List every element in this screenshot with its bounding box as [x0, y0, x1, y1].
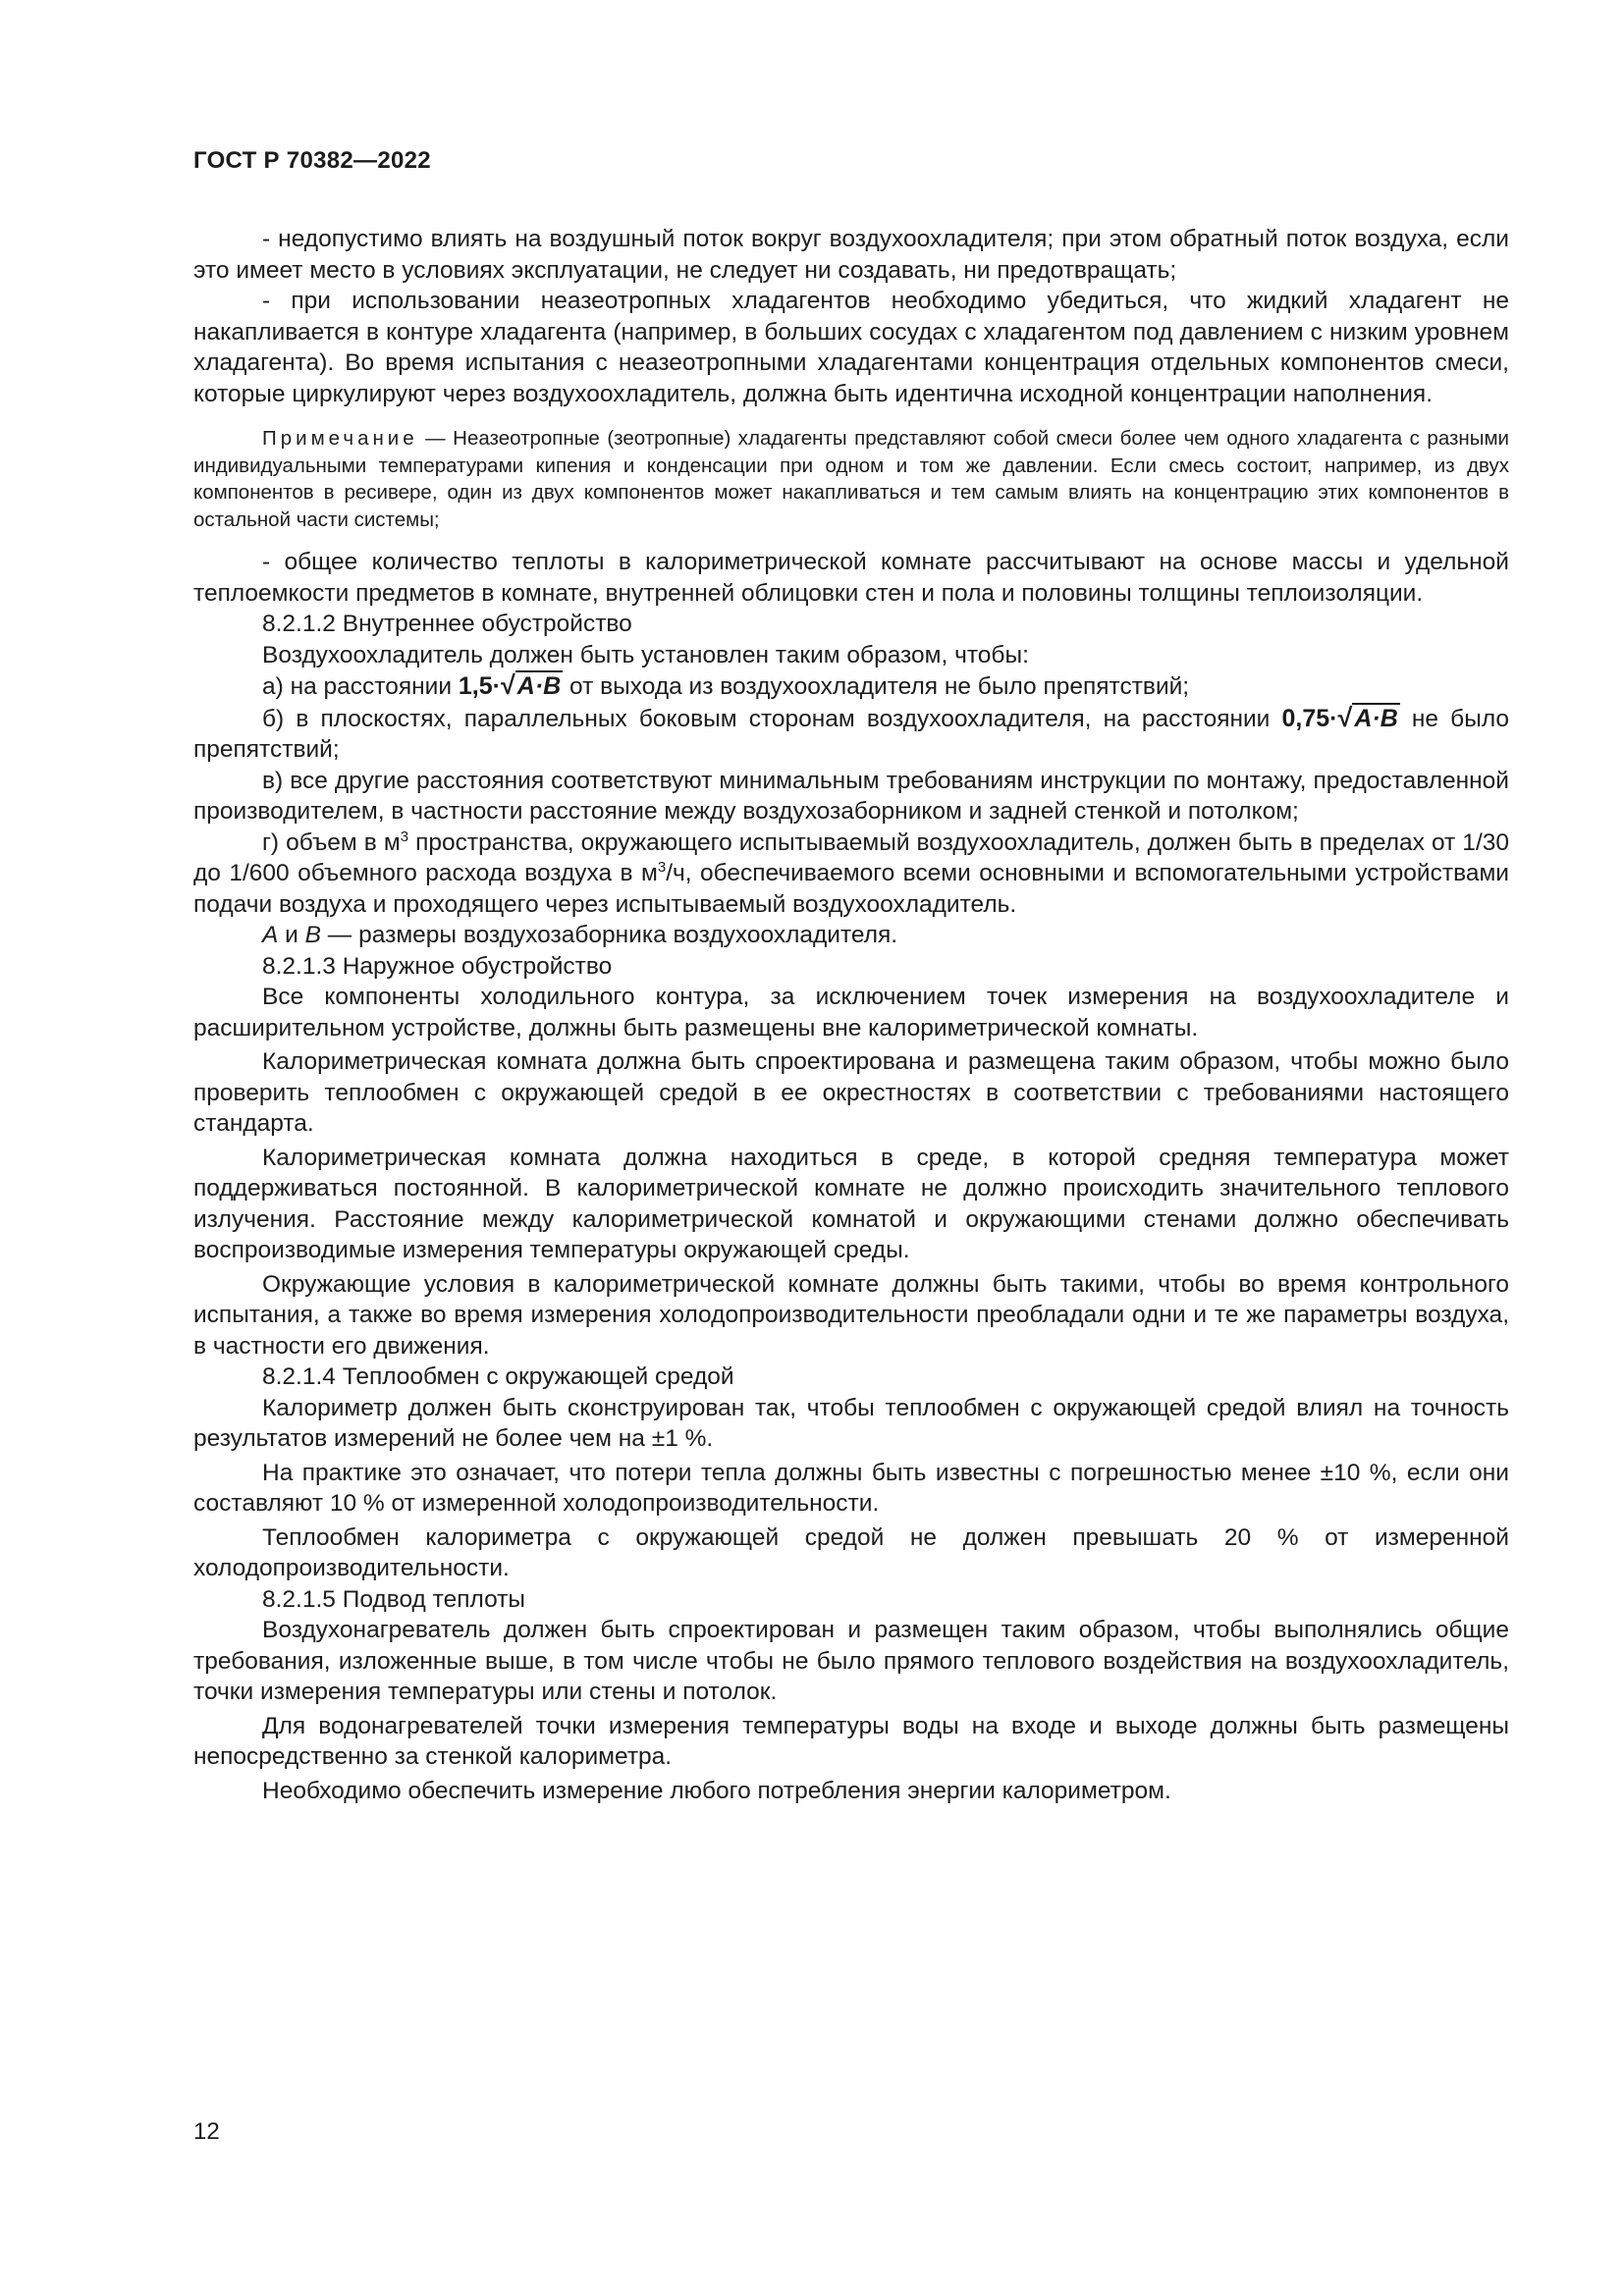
list-item-b: [193, 703, 1509, 766]
page-number: 12: [193, 2118, 220, 2145]
sqrt-icon: √: [1337, 702, 1353, 732]
paragraph-a-b-definition: [193, 920, 1509, 951]
paragraph-heat-exchange-limit: Теплообмен калориметра с окружающей средой не должен превышать 20 % от измеренной холодопроизводительности.: [193, 1523, 1509, 1581]
paragraph-room-environment: Калориметрическая комната должна находиться в среде, в которой средняя температура может поддерживаться постоянной. В калориметрической комнате не должно происходить значительного теплового излучения. Расстояние между калориметрической комнатой и окружающими стенами должно обеспечивать воспроизводимые измерения температуры окружающей среды.: [193, 1144, 1509, 1263]
page-header-standard-number: ГОСТ Р 70382—2022: [193, 147, 431, 174]
section-8-2-1-5-heading: 8.2.1.5 Подвод теплоты: [262, 1585, 525, 1613]
list-item-v: в) все другие расстояния соответствуют минимальным требованиям инструкции по монтажу, предоставленной производителем, в частности расстояние между воздухозаборником и задней стенкой и потолком;: [193, 767, 1509, 825]
paragraph-air-heater: Воздухонагреватель должен быть спроектирован и размещен таким образом, чтобы выполнялись общие требования, изложенные выше, в том числе чтобы не было прямого теплового воздействия на воздухоохладитель, точки измерения температуры или стены и потолок.: [193, 1617, 1509, 1705]
list-item-g-part2: пространства, окружающего испытываемый воздухоохладитель, должен быть в пределах от 1/30 до 1/600 объемного расхода воздуха в м: [193, 828, 1509, 886]
sqrt-icon: √: [500, 670, 515, 700]
paragraph-airflow: - недопустимо влиять на воздушный поток вокруг воздухоохладителя; при этом обратный поток воздуха, если это имеет место в условиях эксплуатации, не следует ни создавать, ни предотвращать;: [193, 226, 1509, 284]
list-item-b-suffix: не было препятствий;: [193, 705, 1510, 763]
superscript-3: 3: [400, 828, 409, 845]
paragraph-installation: Воздухоохладитель должен быть установлен таким образом, чтобы:: [262, 641, 1029, 668]
list-item-a-suffix: от выхода из воздухоохладителя не было препятствий;: [563, 673, 1190, 700]
list-item-a: [193, 670, 1509, 703]
paragraph-ambient-conditions: Окружающие условия в калориметрической комнате должны быть такими, чтобы во время контрольного испытания, а также во время измерения холодопроизводительности преобладали одни и те же параметры воздуха, в частности его движения.: [193, 1270, 1509, 1360]
paragraph-energy-measurement: Необходимо обеспечить измерение любого потребления энергии калориметром.: [262, 1777, 1171, 1804]
note-block: [193, 425, 1509, 533]
paragraph-heat-loss: На практике это означает, что потери тепла должны быть известны с погрешностью менее ±10 %, если они составляют 10 % от измеренной холодопроизводительности.: [193, 1459, 1509, 1517]
paragraph-total-heat: - общее количество теплоты в калориметрической комнате рассчитывают на основе массы и удельной теплоемкости предметов в комнате, внутренней облицовки стен и пола и половины толщины теплоизоляции.: [193, 549, 1509, 607]
note-label: Примечание: [262, 427, 418, 450]
section-8-2-1-2-heading: 8.2.1.2 Внутреннее обустройство: [262, 611, 632, 637]
formula-b-coef: 0,75: [1281, 704, 1330, 732]
symbol-b: B: [304, 922, 321, 948]
note-text: — Неазеотропные (зеотропные) хладагенты представляют собой смеси более чем одного хладагента с разными индивидуальными температурами кипения и конденсации при одном и том же давлении. Если смесь состоит, например, из двух компонентов в ресивере, один из двух компонентов может накапливаться и тем самым влиять на концентрацию этих компонентов в остальной части системы;: [193, 427, 1509, 531]
formula-b: 0,75·√A·B: [1281, 702, 1398, 732]
conjunction: и: [278, 922, 305, 948]
list-item-g: [193, 828, 1509, 921]
list-item-g-part1: г) объем в м: [262, 828, 401, 856]
page-body: [193, 224, 1509, 1806]
symbol-a: A: [262, 922, 279, 948]
paragraph-calorimeter-construction: Калориметр должен быть сконструирован так, чтобы теплообмен с окружающей средой влиял на точность результатов измерений не более чем на ±1 %.: [193, 1394, 1509, 1452]
list-item-b-prefix: б) в плоскостях, параллельных боковым сторонам воздухоохладителя, на расстоянии: [262, 705, 1282, 732]
superscript-3: 3: [657, 858, 667, 876]
definition-text: — размеры воздухозаборника воздухоохладителя.: [321, 922, 898, 948]
formula-a-coef: 1,5: [458, 672, 493, 700]
section-8-2-1-4-heading: 8.2.1.4 Теплообмен с окружающей средой: [262, 1363, 734, 1390]
list-item-a-prefix: а) на расстоянии: [262, 673, 459, 700]
paragraph-water-heaters: Для водонагревателей точки измерения температуры воды на входе и выходе должны быть размещены непосредственно за стенкой калориметра.: [193, 1712, 1509, 1770]
formula-a-radicand: A·B: [516, 672, 562, 700]
paragraph-room-design: Калориметрическая комната должна быть спроектирована и размещена таким образом, чтобы можно было проверить теплообмен с окружающей средой в ее окрестностях в соответствии с требованиями настоящего стандарта.: [193, 1048, 1509, 1137]
section-8-2-1-3-heading: 8.2.1.3 Наружное обустройство: [262, 952, 613, 980]
list-item-g-part3: /ч, обеспечиваемого всеми основными и вспомогательными устройствами подачи воздуха и проходящего через испытываемый воздухоохладитель.: [193, 860, 1509, 918]
paragraph-refrigerant-components: Все компоненты холодильного контура, за исключением точек измерения на воздухоохладителе и расширительном устройстве, должны быть размещены вне калориметрической комнаты.: [193, 984, 1509, 1041]
formula-a: 1,5·√A·B: [458, 670, 562, 700]
formula-b-radicand: A·B: [1354, 704, 1398, 732]
paragraph-non-azeotropic: - при использовании неазеотропных хладагентов необходимо убедиться, что жидкий хладагент не накапливается в контуре хладагента (например, в больших сосудах с хладагентом под давлением с низким уровнем хладагента). Во время испытания с неазеотропными хладагентами концентрация отдельных компонентов смеси, которые циркулируют через воздухоохладитель, должна быть идентична исходной концентрации наполнения.: [193, 288, 1509, 407]
